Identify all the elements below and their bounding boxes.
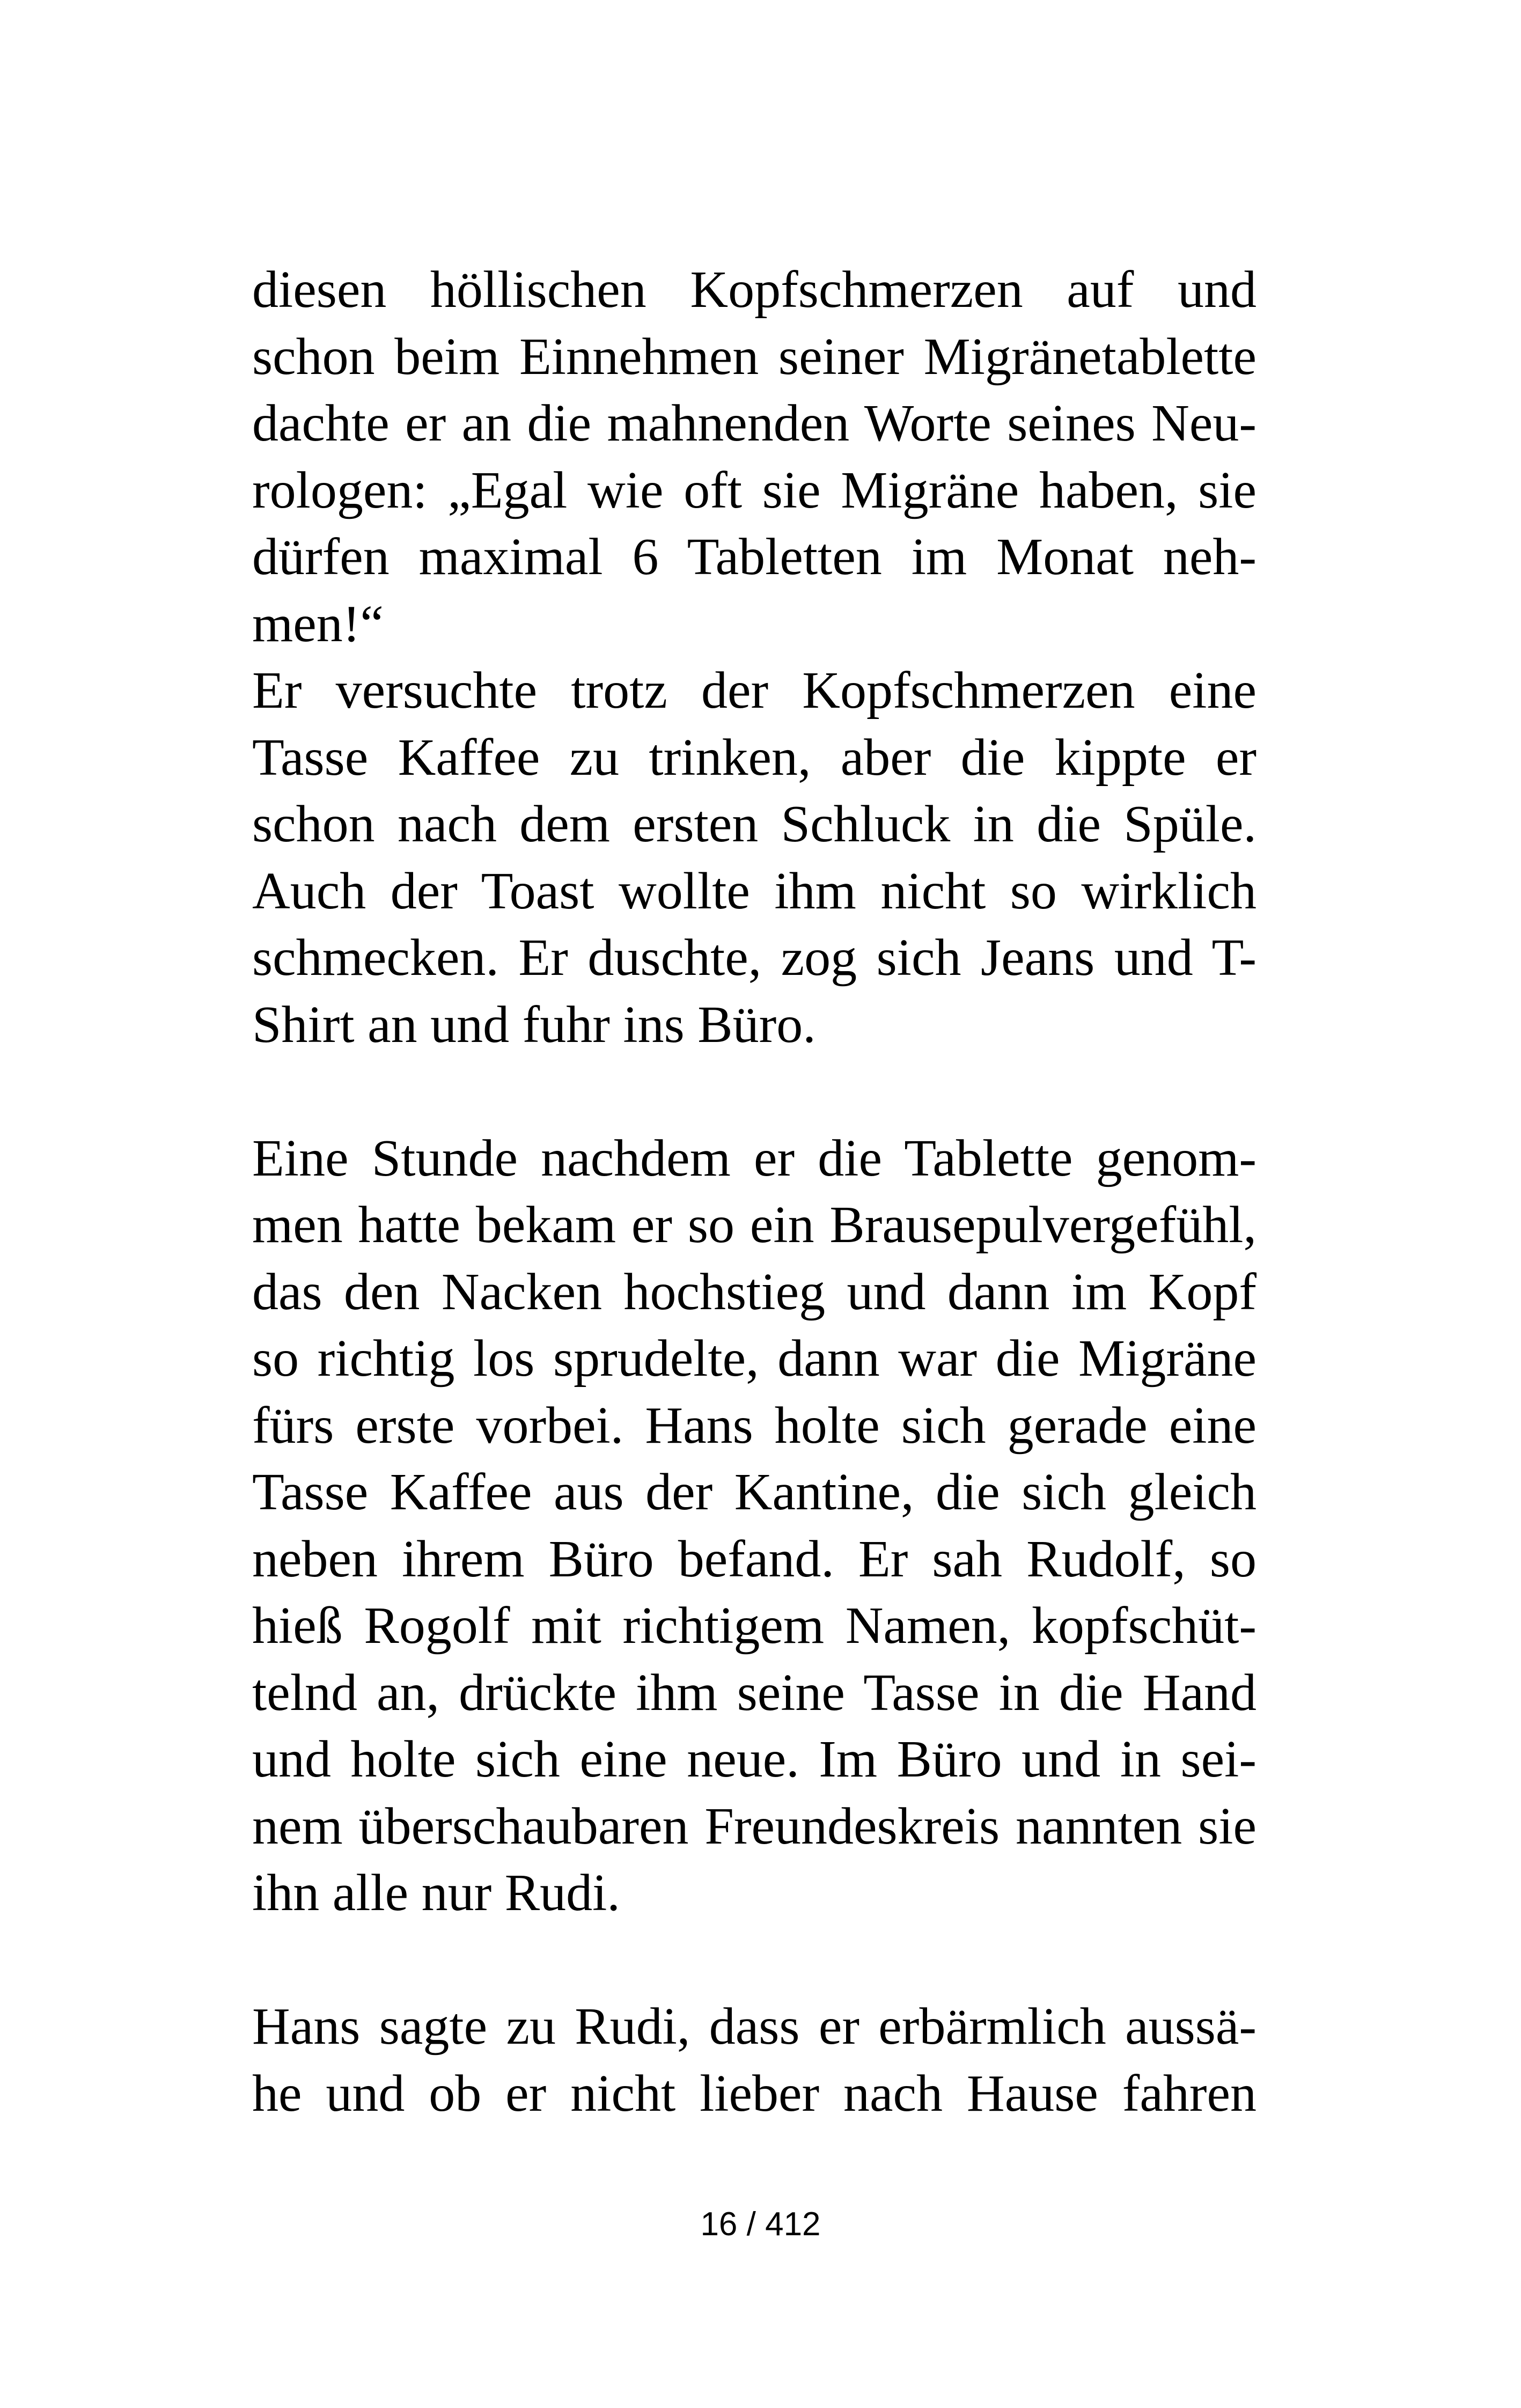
text-line: Auch der Toast wollte ihm nicht so wirklich	[252, 862, 1257, 920]
text-line: he und ob er nicht lieber nach Hause fahren	[252, 2064, 1257, 2123]
text-line: Shirt an und fuhr ins Büro.	[252, 995, 816, 1054]
text-line: schmecken. Er duschte, zog sich Jeans und T-	[252, 929, 1257, 987]
text-line: Eine Stunde nachdem er die Tablette genom-	[252, 1129, 1257, 1187]
body-text	[252, 256, 1257, 2127]
page-number: 16 / 412	[700, 2206, 821, 2243]
text-line: diesen höllischen Kopfschmerzen auf und	[252, 261, 1257, 319]
text-line: men!“	[252, 594, 384, 653]
paragraph-spacer	[252, 1927, 1257, 1994]
paragraph-spacer	[252, 1058, 1257, 1125]
text-line: fürs erste vorbei. Hans holte sich gerade eine	[252, 1396, 1257, 1455]
text-line: dürfen maximal 6 Tabletten im Monat neh-	[252, 528, 1257, 586]
text-line: nem überschaubaren Freundeskreis nannten sie	[252, 1797, 1257, 1855]
text-line: neben ihrem Büro befand. Er sah Rudolf, so	[252, 1530, 1257, 1588]
text-line: Tasse Kaffee aus der Kantine, die sich gleich	[252, 1463, 1257, 1521]
text-line: ihn alle nur Rudi.	[252, 1864, 620, 1922]
text-line: und holte sich eine neue. Im Büro und in sei-	[252, 1730, 1257, 1788]
text-line: Tasse Kaffee zu trinken, aber die kippte er	[252, 728, 1257, 787]
text-line: dachte er an die mahnenden Worte seines Neu-	[252, 394, 1257, 452]
text-line: men hatte bekam er so ein Brausepulvergefühl,	[252, 1196, 1257, 1254]
text-line: schon beim Einnehmen seiner Migränetablette	[252, 327, 1257, 386]
text-line: hieß Rogolf mit richtigem Namen, kopfschüt-	[252, 1597, 1257, 1655]
text-line: schon nach dem ersten Schluck in die Spüle.	[252, 795, 1257, 853]
text-line: Er versuchte trotz der Kopfschmerzen eine	[252, 662, 1257, 720]
text-line: rologen: „Egal wie oft sie Migräne haben, sie	[252, 461, 1257, 519]
text-line: so richtig los sprudelte, dann war die Migräne	[252, 1330, 1257, 1387]
text-line: das den Nacken hochstieg und dann im Kopf	[252, 1262, 1257, 1321]
text-line: telnd an, drückte ihm seine Tasse in die Hand	[252, 1663, 1257, 1722]
text-line: Hans sagte zu Rudi, dass er erbärmlich aussä-	[252, 1998, 1257, 2055]
